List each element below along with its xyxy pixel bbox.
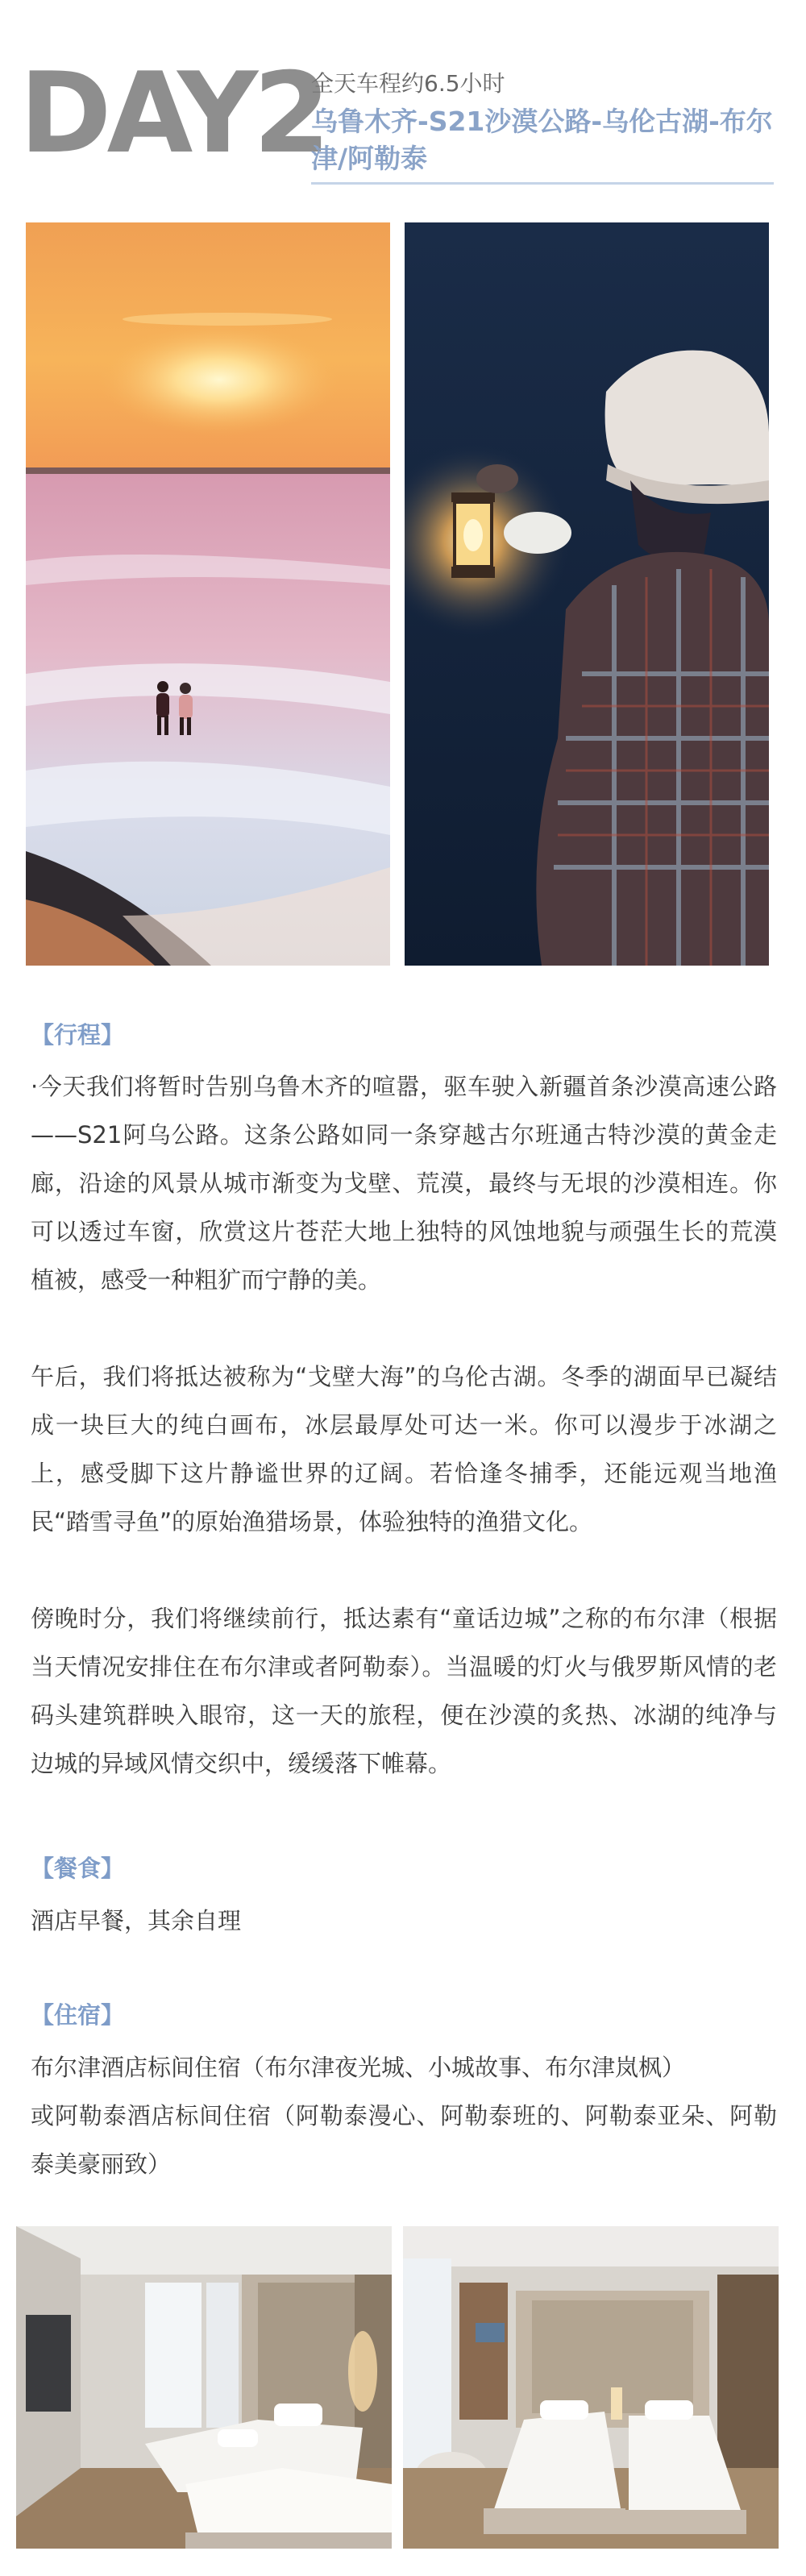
itinerary-paragraph-3: 傍晚时分，我们将继续前行，抵达素有“童话边城”之称的布尔津（根据当天情况安排住在布尔津或者阿勒泰）。当温暖的灯火与俄罗斯风情的老码头建筑群映入眼帘，这一天的旅程，便在沙漠的炙热、冰湖的纯净与边城的异域风情交织中，缓缓落下帷幕。 (31, 1605, 777, 1777)
meals-heading: 【餐食】 (31, 1855, 125, 1882)
hotel-room-photo-2 (403, 2226, 779, 2549)
drive-time: 全天车程约6.5小时 (311, 70, 505, 97)
frozen-lake-sunset-photo (26, 222, 390, 966)
itinerary-paragraph-2: 午后，我们将抵达被称为“戈壁大海”的乌伦古湖。冬季的湖面早已凝结成一块巨大的纯白画布，冰层最厚处可达一米。你可以漫步于冰湖之上，感受脚下这片静谧世界的辽阔。若恰逢冬捕季，还能远观当地渔民“踏雪寻鱼”的原始渔猎场景，体验独特的渔猎文化。 (31, 1363, 777, 1535)
meals-text: 酒店早餐，其余自理 (31, 1907, 242, 1934)
itinerary-heading: 【行程】 (31, 1021, 125, 1049)
lodging-heading: 【住宿】 (31, 2001, 125, 2029)
day-title: DAY2 (19, 48, 326, 178)
itinerary-paragraph-1: ·今天我们将暂时告别乌鲁木齐的喧嚣，驱车驶入新疆首条沙漠高速公路——S21阿乌公路。这条公路如同一条穿越古尔班通古特沙漠的黄金走廊，沿途的风景从城市渐变为戈壁、荒漠，最终与无垠的沙漠相连。你可以透过车窗，欣赏这片苍茫大地上独特的风蚀地貌与顽强生长的荒漠植被，感受一种粗犷而宁静的美。 (31, 1073, 777, 1294)
route-title: 乌鲁木齐-S21沙漠公路-乌伦古湖-布尔津/阿勒泰 (311, 106, 773, 174)
lodging-option-2: 或阿勒泰酒店标间住宿（阿勒泰漫心、阿勒泰班的、阿勒泰亚朵、阿勒泰美豪丽致） (31, 2102, 777, 2178)
route-underline (311, 182, 774, 185)
lantern-night-photo (405, 222, 769, 966)
lodging-option-1: 布尔津酒店标间住宿（布尔津夜光城、小城故事、布尔津岚枫） (31, 2054, 686, 2081)
hotel-room-photo-1 (16, 2226, 392, 2549)
